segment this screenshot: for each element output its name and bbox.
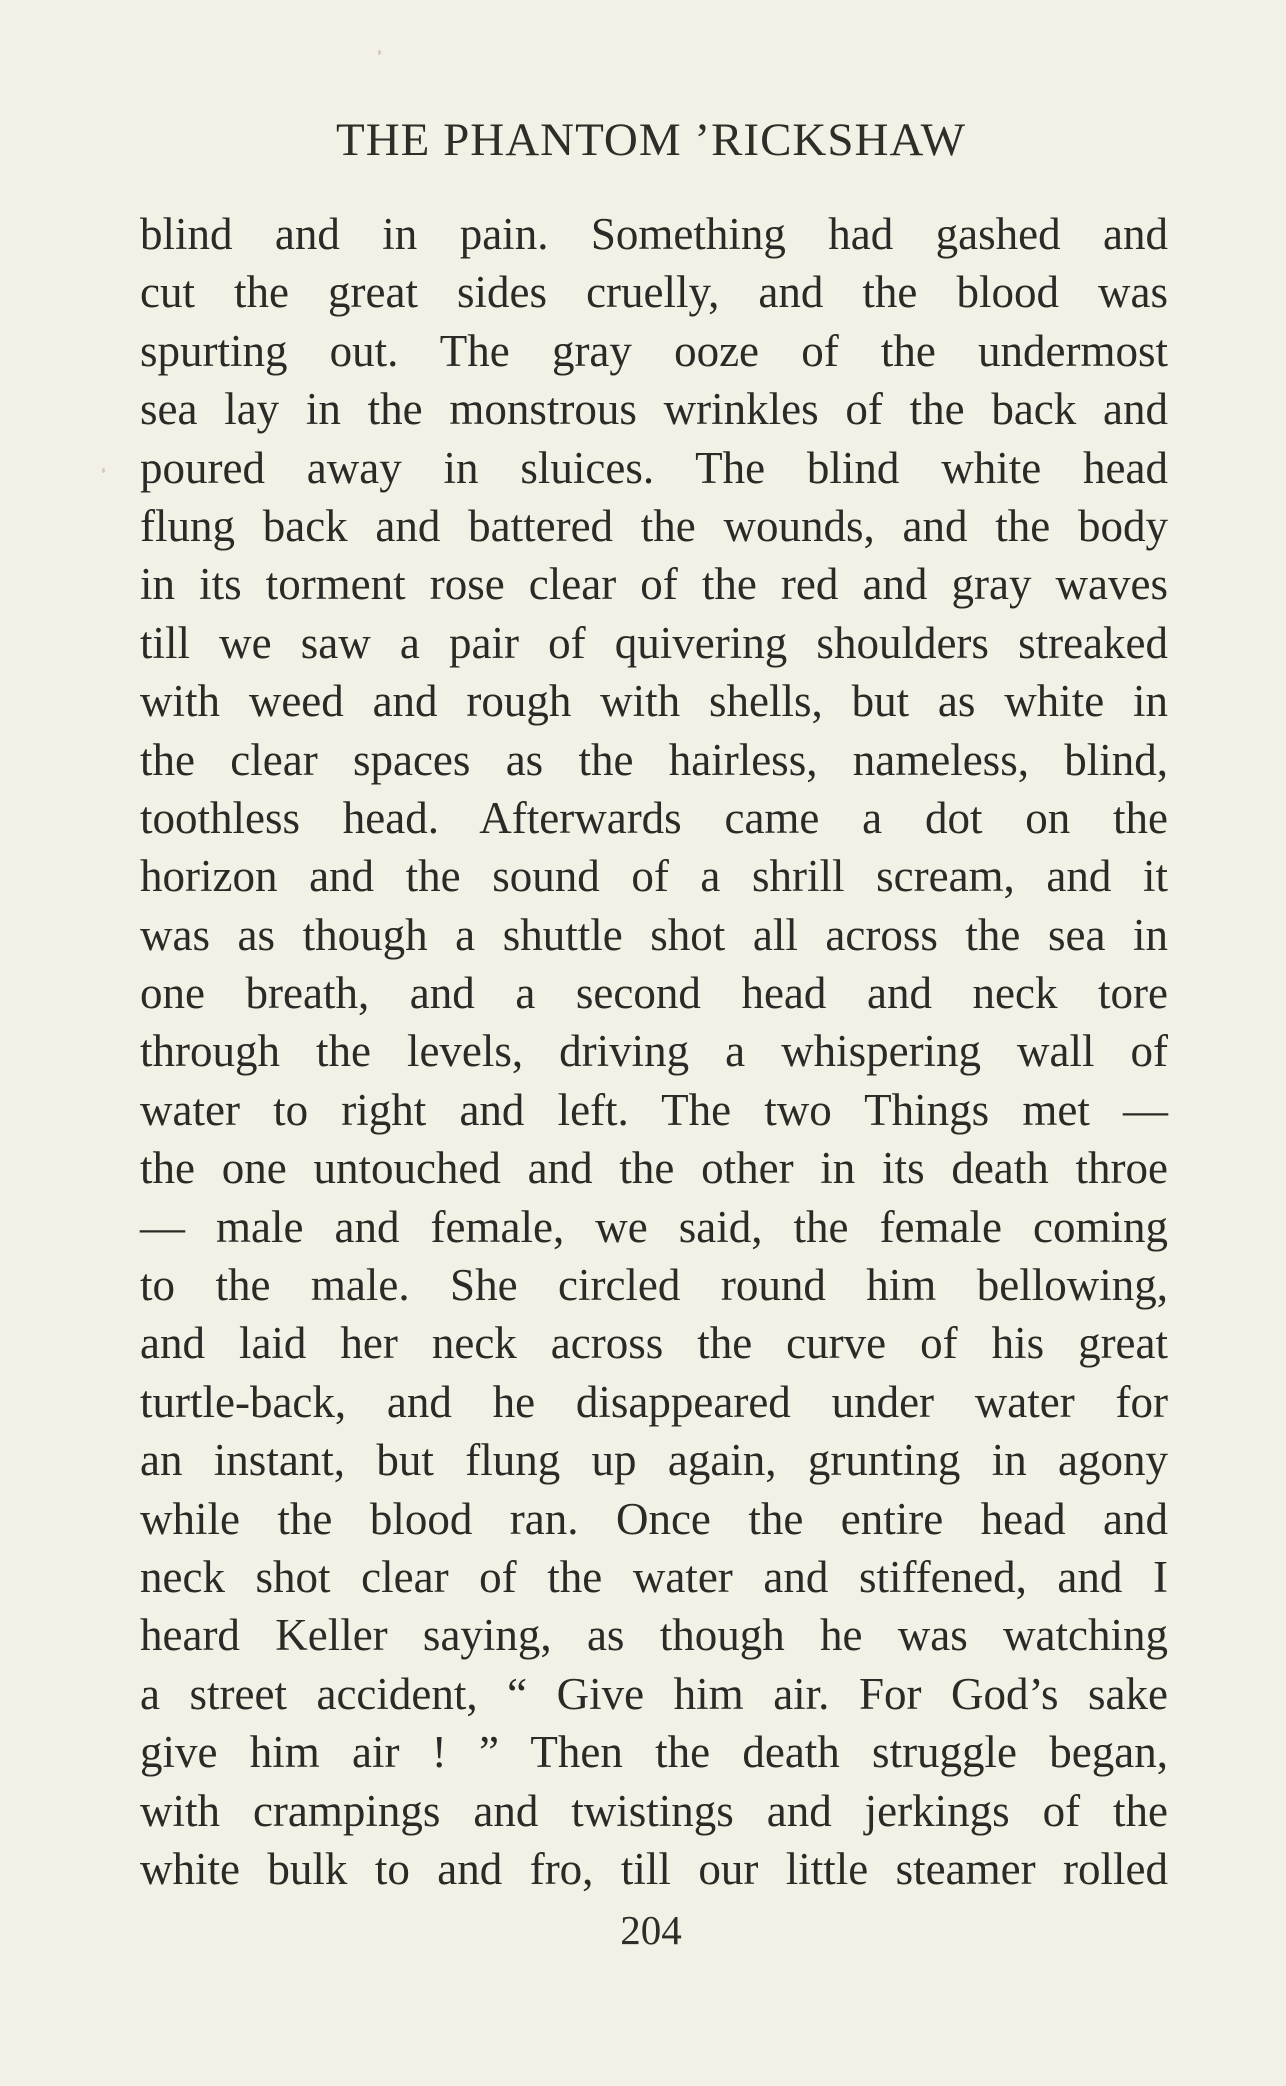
text-line: water to right and left. The two Things met — xyxy=(140,1084,1168,1135)
body-text xyxy=(140,205,1168,1898)
text-line: toothless head. Afterwards came a dot on the xyxy=(140,792,1168,843)
text-line: flung back and battered the wounds, and the body xyxy=(140,500,1168,551)
text-line: the one untouched and the other in its death throe xyxy=(140,1143,1168,1194)
text-line: while the blood ran. Once the entire head and xyxy=(140,1493,1168,1544)
text-line: blind and in pain. Something had gashed and xyxy=(140,209,1168,259)
text-line: cut the great sides cruelly, and the blood was xyxy=(140,267,1168,318)
text-line: to the male. She circled round him bellowing, xyxy=(140,1260,1168,1311)
text-line: in its torment rose clear of the red and gray waves xyxy=(140,559,1168,610)
page-number: 204 xyxy=(620,1907,682,1953)
paper-speck xyxy=(102,468,105,473)
text-line: was as though a shuttle shot all across the sea in xyxy=(140,909,1168,960)
text-line: one breath, and a second head and neck tore xyxy=(140,968,1168,1019)
text-line: with weed and rough with shells, but as white in xyxy=(140,676,1168,727)
text-line: white bulk to and fro, till our little steamer rolled xyxy=(140,1843,1168,1894)
text-line: with crampings and twistings and jerkings of the xyxy=(140,1785,1168,1836)
text-line: poured away in sluices. The blind white head xyxy=(140,442,1168,493)
text-line: heard Keller saying, as though he was watching xyxy=(140,1610,1168,1661)
text-line: horizon and the sound of a shrill scream, and it xyxy=(140,851,1168,902)
text-line: — male and female, we said, the female coming xyxy=(140,1201,1168,1252)
text-line: till we saw a pair of quivering shoulders streaked xyxy=(140,617,1168,668)
running-head: THE PHANTOM ’RICKSHAW xyxy=(336,114,966,166)
text-line: turtle-back, and he disappeared under water for xyxy=(140,1376,1168,1427)
text-line: the clear spaces as the hairless, nameless, blind, xyxy=(140,734,1168,785)
text-line: an instant, but flung up again, grunting in agony xyxy=(140,1435,1168,1486)
text-line: sea lay in the monstrous wrinkles of the back and xyxy=(140,384,1168,435)
text-line: a street accident, “ Give him air. For God’s sake xyxy=(140,1668,1168,1719)
text-line: neck shot clear of the water and stiffened, and I xyxy=(140,1551,1168,1602)
text-line: spurting out. The gray ooze of the undermost xyxy=(140,325,1168,376)
text-line: give him air ! ” Then the death struggle began, xyxy=(140,1727,1168,1778)
paper-speck xyxy=(378,50,381,55)
text-line: and laid her neck across the curve of his great xyxy=(140,1318,1168,1369)
text-line: through the levels, driving a whispering wall of xyxy=(140,1026,1168,1077)
